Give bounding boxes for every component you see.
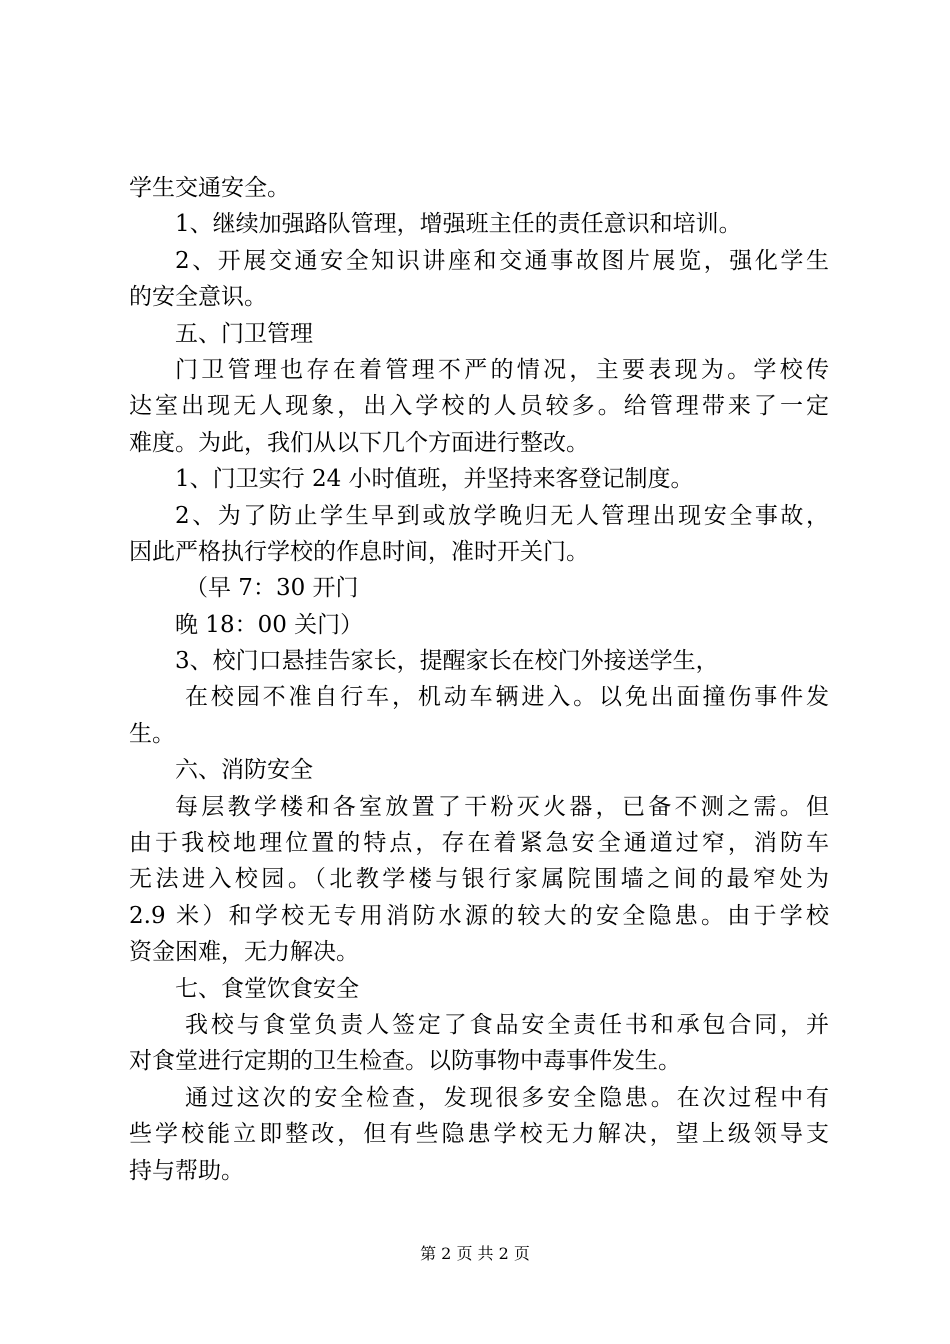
text-line: 1、继续加强路队管理，增强班主任的责任意识和培训。 xyxy=(175,211,742,238)
text-line: 资金困难，无力解决。 xyxy=(129,939,359,966)
text-line: 因此严格执行学校的作息时间，准时开关门。 xyxy=(129,538,589,565)
text-line: 对食堂进行定期的卫生检查。以防事物中毒事件发生。 xyxy=(129,1048,681,1075)
text-line: 2、为了防止学生早到或放学晚归无人管理出现安全事故， xyxy=(175,502,829,529)
text-line: （早 7：30 开门 xyxy=(185,575,359,602)
text-line: 无法进入校园。（北教学楼与银行家属院围墙之间的最窄处为 xyxy=(129,866,829,893)
text-line: 持与帮助。 xyxy=(129,1157,244,1184)
text-line: 在校园不准自行车，机动车辆进入。以免出面撞伤事件发 xyxy=(185,684,829,711)
section-heading-canteen: 七、食堂饮食安全 xyxy=(175,975,359,1002)
text-line: 晚 18：00 关门） xyxy=(175,611,364,638)
text-line: 每层教学楼和各室放置了干粉灭火器，已备不测之需。但 xyxy=(175,793,829,820)
document-body xyxy=(129,170,829,1189)
section-heading-gate: 五、门卫管理 xyxy=(175,320,313,347)
text-line: 生。 xyxy=(129,720,175,747)
page-number: 第 2 页 共 2 页 xyxy=(420,1244,530,1263)
text-line: 些学校能立即整改，但有些隐患学校无力解决，望上级领导支 xyxy=(129,1121,829,1148)
text-line: 达室出现无人现象，出入学校的人员较多。给管理带来了一定 xyxy=(129,393,829,420)
text-line: 难度。为此，我们从以下几个方面进行整改。 xyxy=(129,429,589,456)
text-line: 通过这次的安全检查，发现很多安全隐患。在次过程中有 xyxy=(185,1084,829,1111)
text-line: 2.9 米）和学校无专用消防水源的较大的安全隐患。由于学校 xyxy=(129,902,829,929)
text-line: 1、门卫实行 24 小时值班，并坚持来客登记制度。 xyxy=(175,466,694,493)
text-line: 我校与食堂负责人签定了食品安全责任书和承包合同，并 xyxy=(185,1011,829,1038)
text-line: 门卫管理也存在着管理不严的情况，主要表现为。学校传 xyxy=(175,356,829,383)
text-line: 2、开展交通安全知识讲座和交通事故图片展览，强化学生 xyxy=(175,247,829,274)
text-line: 学生交通安全。 xyxy=(129,175,290,201)
text-line: 由于我校地理位置的特点，存在着紧急安全通道过窄，消防车 xyxy=(129,830,829,857)
section-heading-fire: 六、消防安全 xyxy=(175,757,313,784)
text-line: 的安全意识。 xyxy=(129,284,267,311)
text-line: 3、校门口悬挂告家长，提醒家长在校门外接送学生， xyxy=(175,648,719,675)
